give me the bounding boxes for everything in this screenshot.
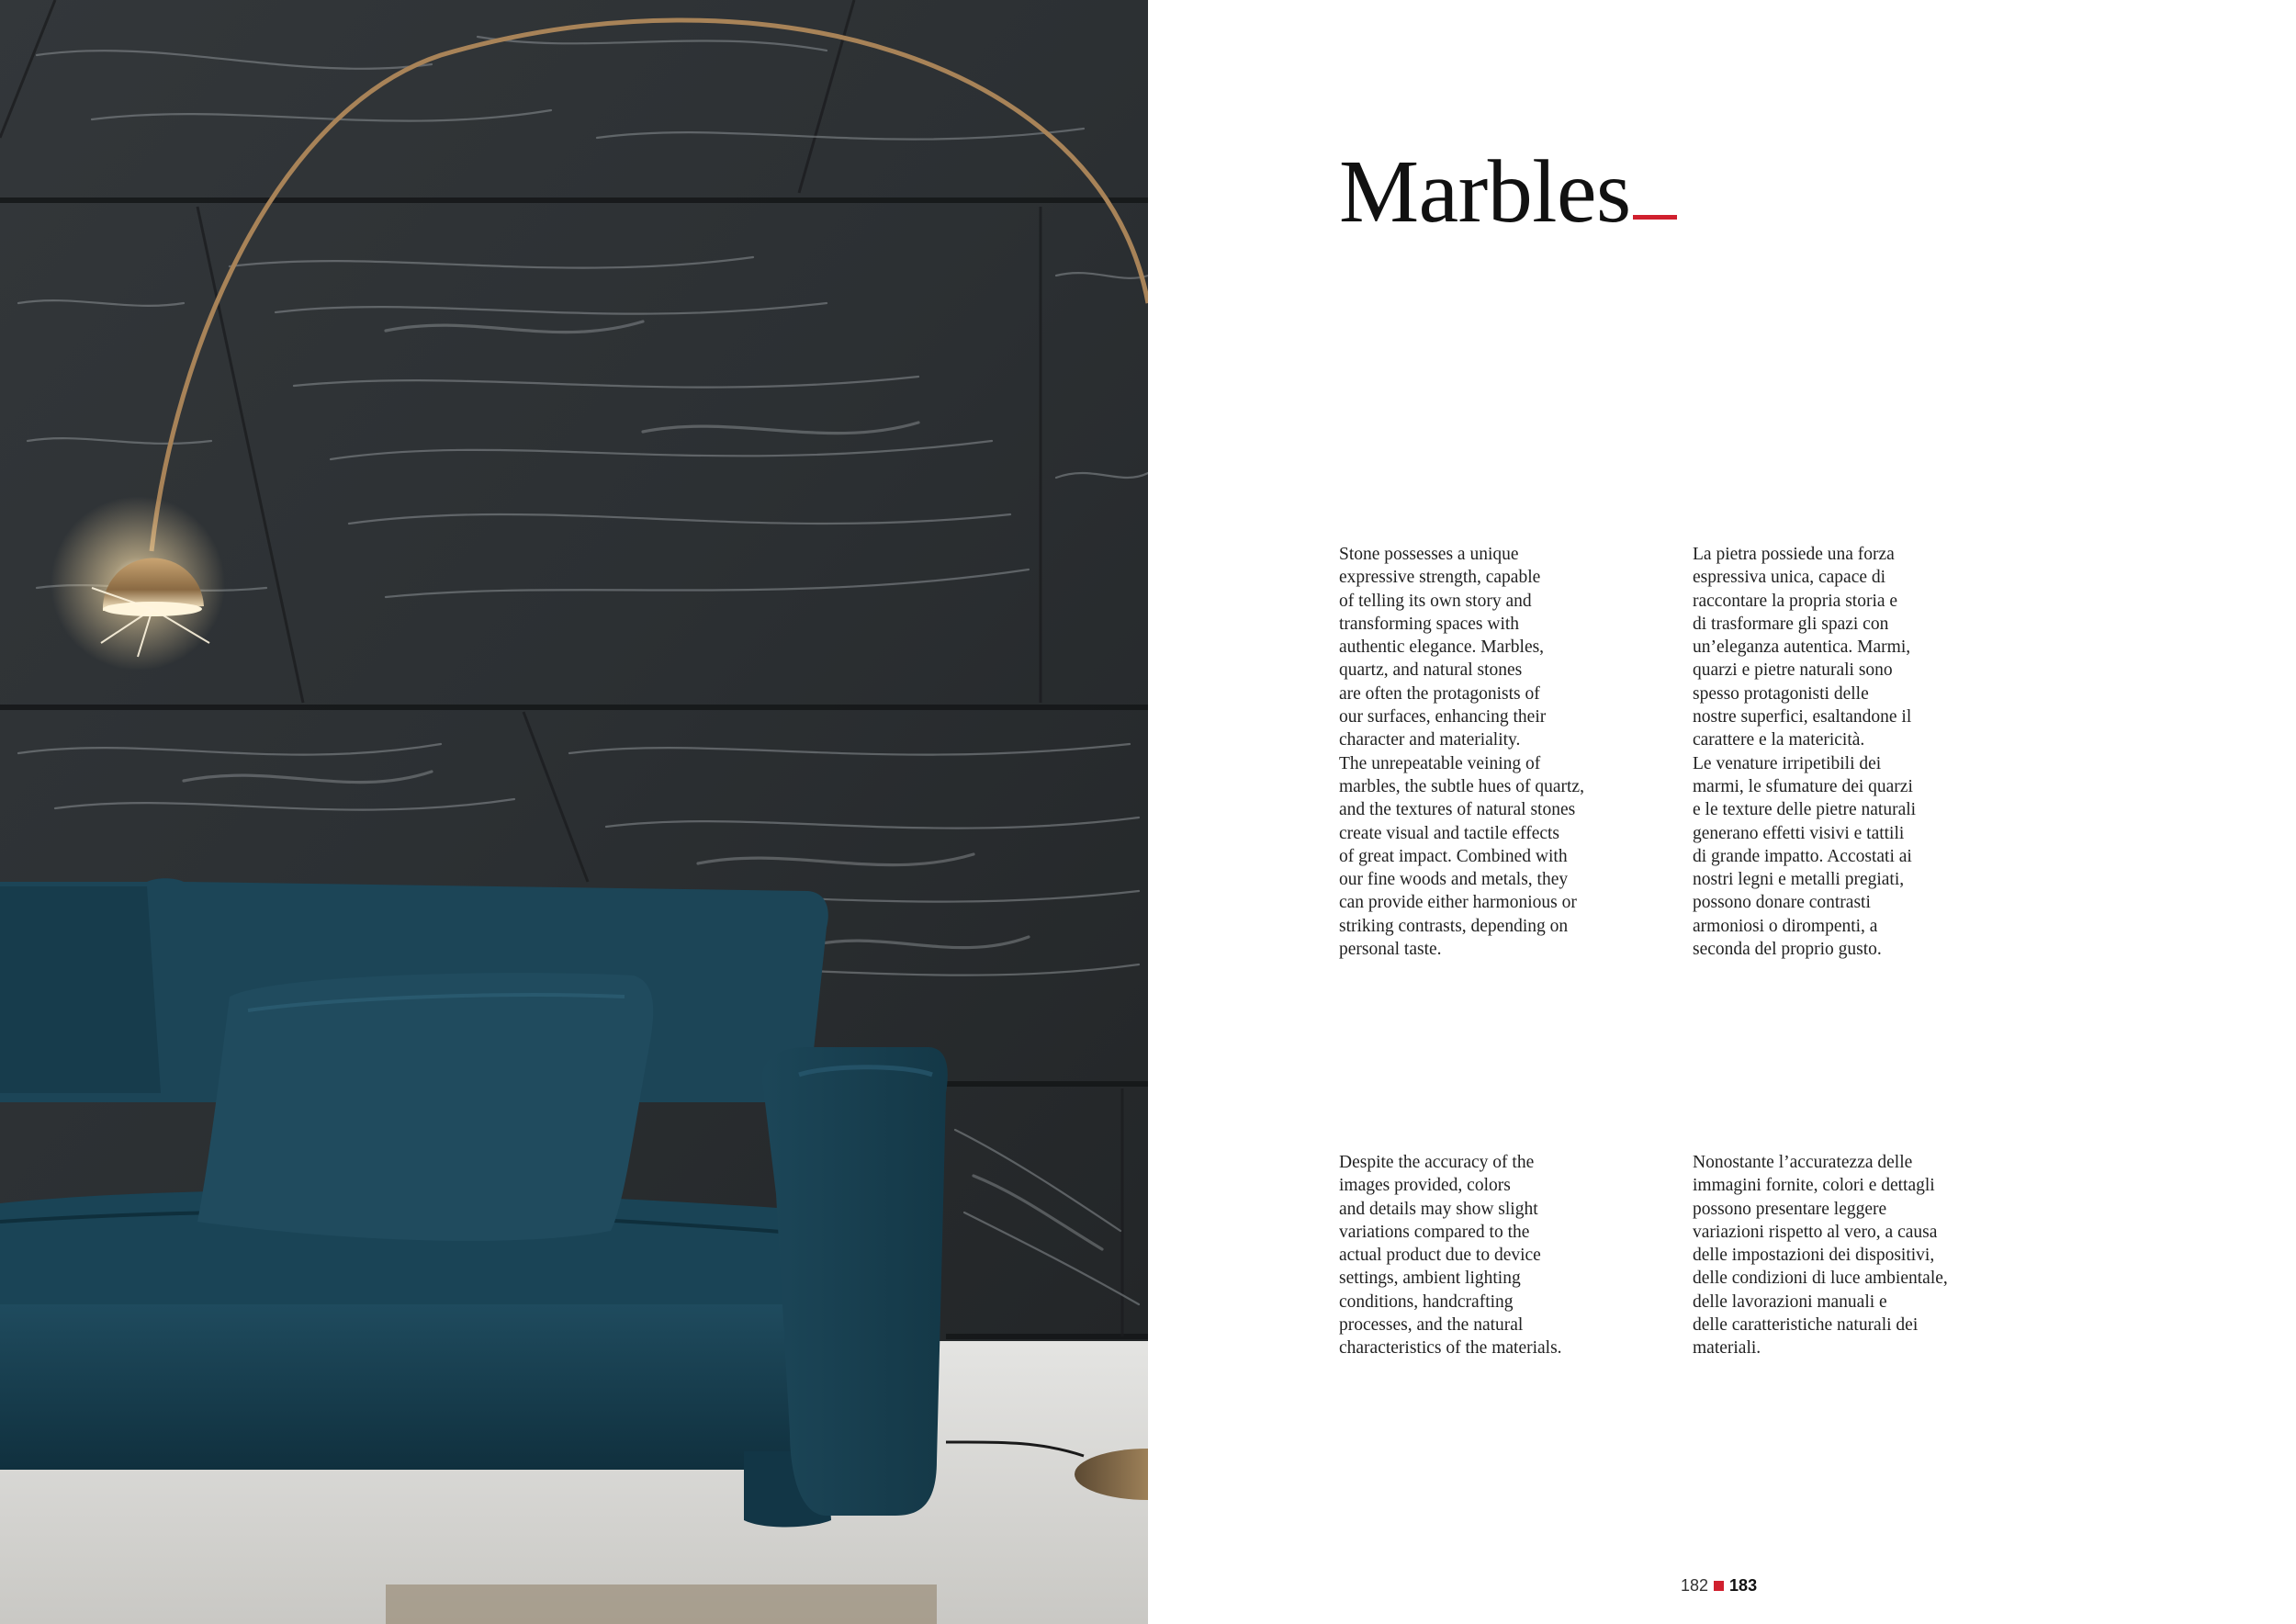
- text-line: espressiva unica, capace di: [1693, 568, 1886, 588]
- text-line: di trasformare gli spazi con: [1693, 614, 1889, 634]
- text-line: delle condizioni di luce ambientale,: [1693, 1269, 1948, 1289]
- text-line: carattere e la matericità.: [1693, 730, 1865, 750]
- disclaimer-text-english: [1339, 1151, 1562, 1360]
- text-line: generano effetti visivi e tattili: [1693, 823, 1905, 843]
- text-line: e le texture delle pietre naturali: [1693, 800, 1917, 820]
- text-line: transforming spaces with: [1339, 614, 1520, 634]
- text-line: conditions, handcrafting: [1339, 1291, 1514, 1312]
- text-line: marbles, the subtle hues of quartz,: [1339, 776, 1584, 796]
- text-line: characteristics of the materials.: [1339, 1338, 1562, 1359]
- text-line: personal taste.: [1339, 940, 1442, 960]
- text-line: delle impostazioni dei dispositivi,: [1693, 1246, 1935, 1266]
- text-line: possono presentare leggere: [1693, 1199, 1887, 1219]
- text-line: our fine woods and metals, they: [1339, 870, 1569, 890]
- folio-square-icon: [1714, 1581, 1724, 1591]
- text-line: expressive strength, capable: [1339, 568, 1541, 588]
- text-line: can provide either harmonious or: [1339, 893, 1577, 913]
- text-line: raccontare la propria storia e: [1693, 591, 1898, 611]
- text-line: quarzi e pietre naturali sono: [1693, 660, 1893, 681]
- text-line: create visual and tactile effects: [1339, 823, 1560, 843]
- text-line: authentic elegance. Marbles,: [1339, 637, 1545, 658]
- text-line: striking contrasts, depending on: [1339, 916, 1569, 936]
- text-line: materiali.: [1693, 1338, 1761, 1359]
- title-accent-underscore: [1633, 215, 1677, 220]
- page-number-left: 182: [1681, 1576, 1709, 1595]
- text-line: images provided, colors: [1339, 1176, 1511, 1196]
- text-line: immagini fornite, colori e dettagli: [1693, 1176, 1935, 1196]
- text-line: spesso protagonisti delle: [1693, 683, 1869, 704]
- text-line: quartz, and natural stones: [1339, 660, 1523, 681]
- text-line: of great impact. Combined with: [1339, 846, 1568, 866]
- page-title-text: Marbles: [1339, 142, 1631, 242]
- text-line: La pietra possiede una forza: [1693, 545, 1895, 564]
- text-line: variazioni rispetto al vero, a causa: [1693, 1222, 1938, 1242]
- text-line: possono donare contrasti: [1693, 893, 1871, 913]
- text-line: delle lavorazioni manuali e: [1693, 1291, 1887, 1312]
- text-line: variations compared to the: [1339, 1222, 1530, 1242]
- text-line: di grande impatto. Accostati ai: [1693, 846, 1912, 866]
- intro-text-italian: [1693, 543, 1916, 961]
- text-line: un’eleganza autentica. Marmi,: [1693, 637, 1911, 658]
- text-line: character and materiality.: [1339, 730, 1521, 750]
- text-line: nostre superfici, esaltandone il: [1693, 707, 1912, 727]
- text-line: settings, ambient lighting: [1339, 1269, 1521, 1289]
- text-line: are often the protagonists of: [1339, 683, 1540, 704]
- text-line: delle caratteristiche naturali dei: [1693, 1315, 1919, 1336]
- text-line: Le venature irripetibili dei: [1693, 753, 1882, 773]
- text-line: nostri legni e metalli pregiati,: [1693, 870, 1905, 890]
- page-number-right: 183: [1729, 1576, 1758, 1595]
- text-line: and the textures of natural stones: [1339, 800, 1576, 820]
- text-line: our surfaces, enhancing their: [1339, 707, 1547, 727]
- text-line: seconda del proprio gusto.: [1693, 940, 1882, 960]
- text-line: and details may show slight: [1339, 1199, 1538, 1219]
- text-line: of telling its own story and: [1339, 591, 1532, 611]
- text-line: The unrepeatable veining of: [1339, 753, 1541, 773]
- text-line: armoniosi o dirompenti, a: [1693, 916, 1878, 936]
- cushion: [197, 973, 653, 1241]
- text-line: marmi, le sfumature dei quarzi: [1693, 776, 1913, 796]
- intro-text-english: [1339, 543, 1584, 961]
- text-line: Nonostante l’accuratezza delle: [1693, 1153, 1913, 1172]
- page-numbers: [1681, 1576, 1757, 1595]
- disclaimer-text-italian: [1693, 1151, 1948, 1360]
- text-line: actual product due to device: [1339, 1246, 1541, 1266]
- text-line: Stone possesses a unique: [1339, 545, 1519, 564]
- text-line: Despite the accuracy of the: [1339, 1153, 1535, 1172]
- page-title: [1339, 142, 1677, 242]
- text-line: processes, and the natural: [1339, 1315, 1524, 1336]
